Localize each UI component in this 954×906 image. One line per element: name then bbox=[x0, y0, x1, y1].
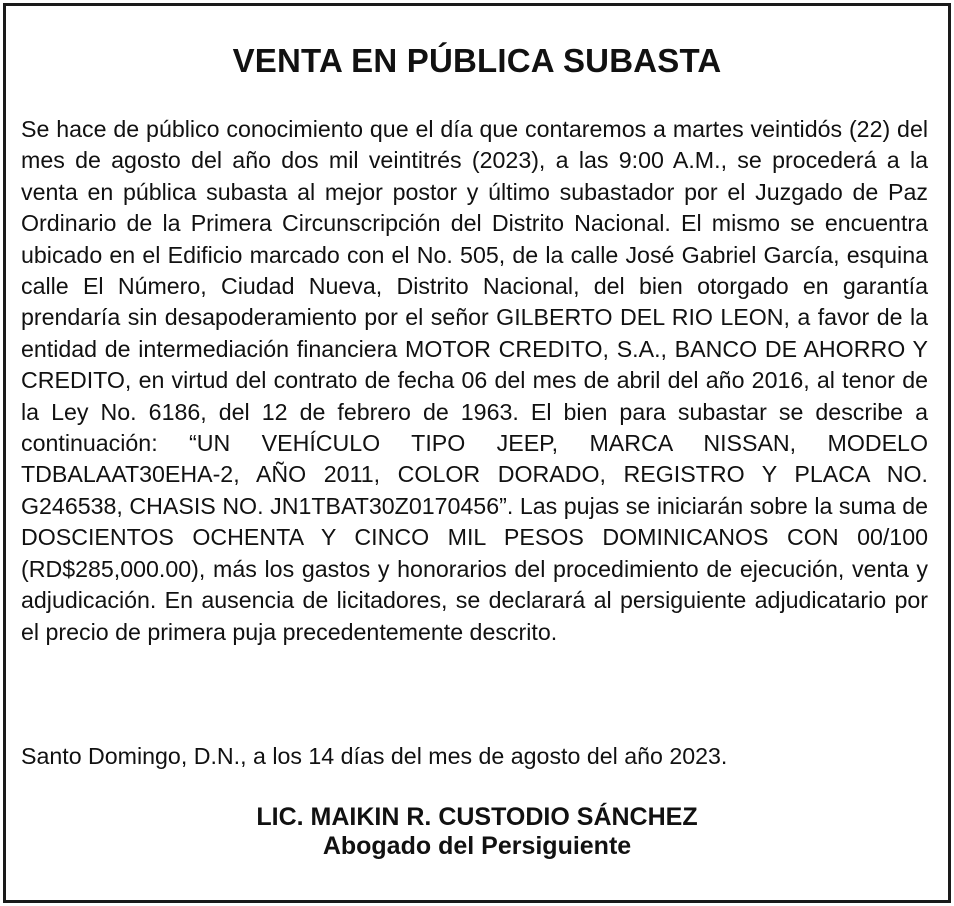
signatory-name: LIC. MAIKIN R. CUSTODIO SÁNCHEZ bbox=[256, 803, 698, 831]
signature-block bbox=[6, 803, 948, 861]
notice-closing-date: Santo Domingo, D.N., a los 14 días del mes de agosto del año 2023. bbox=[21, 743, 728, 769]
notice-frame bbox=[3, 3, 951, 903]
notice-body: Se hace de público conocimiento que el día que contaremos a martes veintidós (22) del mes de agosto del año dos mil veintitrés (2023), a las 9:00 A.M., se procederá a la venta en pública subasta al mejor postor y último subastador por el Juzgado de Paz Ordinario de la Primera Circunscripción del Distrito Nacional. El mismo se encuentra ubicado en el Edificio marcado con el No. 505, de la calle José Gabriel García, esquina calle El Número, Ciudad Nueva, Distrito Nacional, del bien otorgado en garantía prendaría sin desapoderamiento por el señor GILBERTO DEL RIO LEON, a favor de la entidad de intermediación financiera MOTOR CREDITO, S.A., BANCO DE AHORRO Y CREDITO, en virtud del contrato de fecha 06 del mes de abril del año 2016, al tenor de la Ley No. 6186, del 12 de febrero de 1963. El bien para subastar se describe a continuación: “UN VEHÍCULO TIPO JEEP, MARCA NISSAN, MODELO TDBALAAT30EHA-2, AÑO 2011, COLOR DORADO, REGISTRO Y PLACA NO. G246538, CHASIS NO. JN1TBAT30Z0170456”. Las pujas se iniciarán sobre la suma de DOSCIENTOS OCHENTA Y CINCO MIL PESOS DOMINICANOS CON 00/100 (RD$285,000.00), más los gastos y honorarios del procedimiento de ejecución, venta y adjudicación. En ausencia de licitadores, se declarará al persiguiente adjudicatario por el precio de primera puja precedentemente descrito. bbox=[21, 116, 928, 645]
signatory-role: Abogado del Persiguiente bbox=[322, 832, 632, 860]
notice-title: VENTA EN PÚBLICA SUBASTA bbox=[232, 42, 722, 79]
